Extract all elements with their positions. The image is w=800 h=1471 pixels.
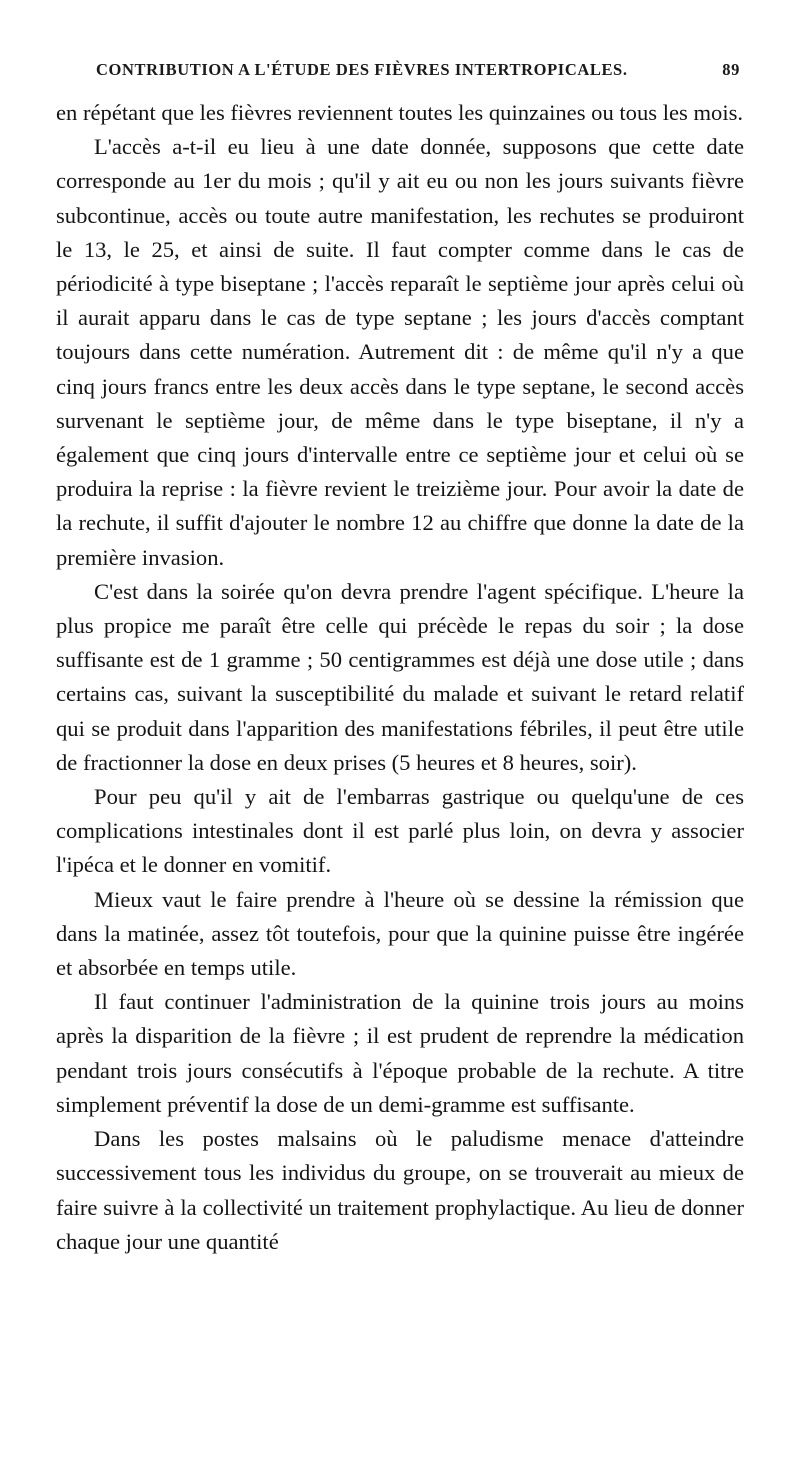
running-header	[96, 60, 740, 88]
page-number: 89	[722, 60, 740, 79]
paragraph-continuation: en répétant que les fièvres reviennent toutes les quinzaines ou tous les mois.	[56, 100, 744, 125]
running-title: CONTRIBUTION A L'ÉTUDE DES FIÈVRES INTERTROPICALES.	[96, 60, 628, 79]
paragraph-prophylaxis: Dans les postes malsains où le paludisme menace d'atteindre successivement tous les individus du groupe, on se trouverait au mieux de faire suivre à la collectivité un traitement prophylactique. Au lieu de donner chaque jour une quantité	[56, 1126, 744, 1254]
paragraph-continuation-treatment: Il faut continuer l'administration de la quinine trois jours au moins après la disparition de la fièvre ; il est prudent de reprendre la médication pendant trois jours consécutifs à l'époque probable de la rechute. A titre simplement préventif la dose de un demi-gramme est suffisante.	[56, 989, 744, 1117]
paragraph-ipeca: Pour peu qu'il y ait de l'embarras gastrique ou quelqu'une de ces complications intestinales dont il est parlé plus loin, on devra y associer l'ipéca et le donner en vomitif.	[56, 784, 744, 878]
paragraph-rechute-dates: L'accès a-t-il eu lieu à une date donnée, supposons que cette date corresponde au 1er du mois ; qu'il y ait eu ou non les jours suivants fièvre subcontinue, accès ou toute autre manifestation, les rechutes se produiront le 13, le 25, et ainsi de suite. Il faut compter comme dans le cas de périodicité à type biseptane ; l'accès reparaît le septième jour après celui où il aurait apparu dans le cas de type septane ; les jours d'accès comptant toujours dans cette numération. Autrement dit : de même qu'il n'y a que cinq jours francs entre les deux accès dans le type septane, le second accès survenant le septième jour, de même dans le type biseptane, il n'y a également que cinq jours d'intervalle entre ce septième jour et celui où se produira la reprise : la fièvre revient le treizième jour. Pour avoir la date de la rechute, il suffit d'ajouter le nombre 12 au chiffre que donne la date de la première invasion.	[56, 134, 744, 570]
paragraph-dosage: C'est dans la soirée qu'on devra prendre l'agent spécifique. L'heure la plus propice me paraît être celle qui précède le repas du soir ; la dose suffisante est de 1 gramme ; 50 centigrammes est déjà une dose utile ; dans certains cas, suivant la susceptibilité du malade et suivant le retard relatif qui se produit dans l'apparition des manifestations fébriles, il peut être utile de fractionner la dose en deux prises (5 heures et 8 heures, soir).	[56, 578, 744, 775]
paragraph-remission-timing: Mieux vaut le faire prendre à l'heure où se dessine la rémission que dans la matinée, assez tôt toutefois, pour que la quinine puisse être ingérée et absorbée en temps utile.	[56, 886, 744, 981]
body-text	[56, 96, 744, 1259]
